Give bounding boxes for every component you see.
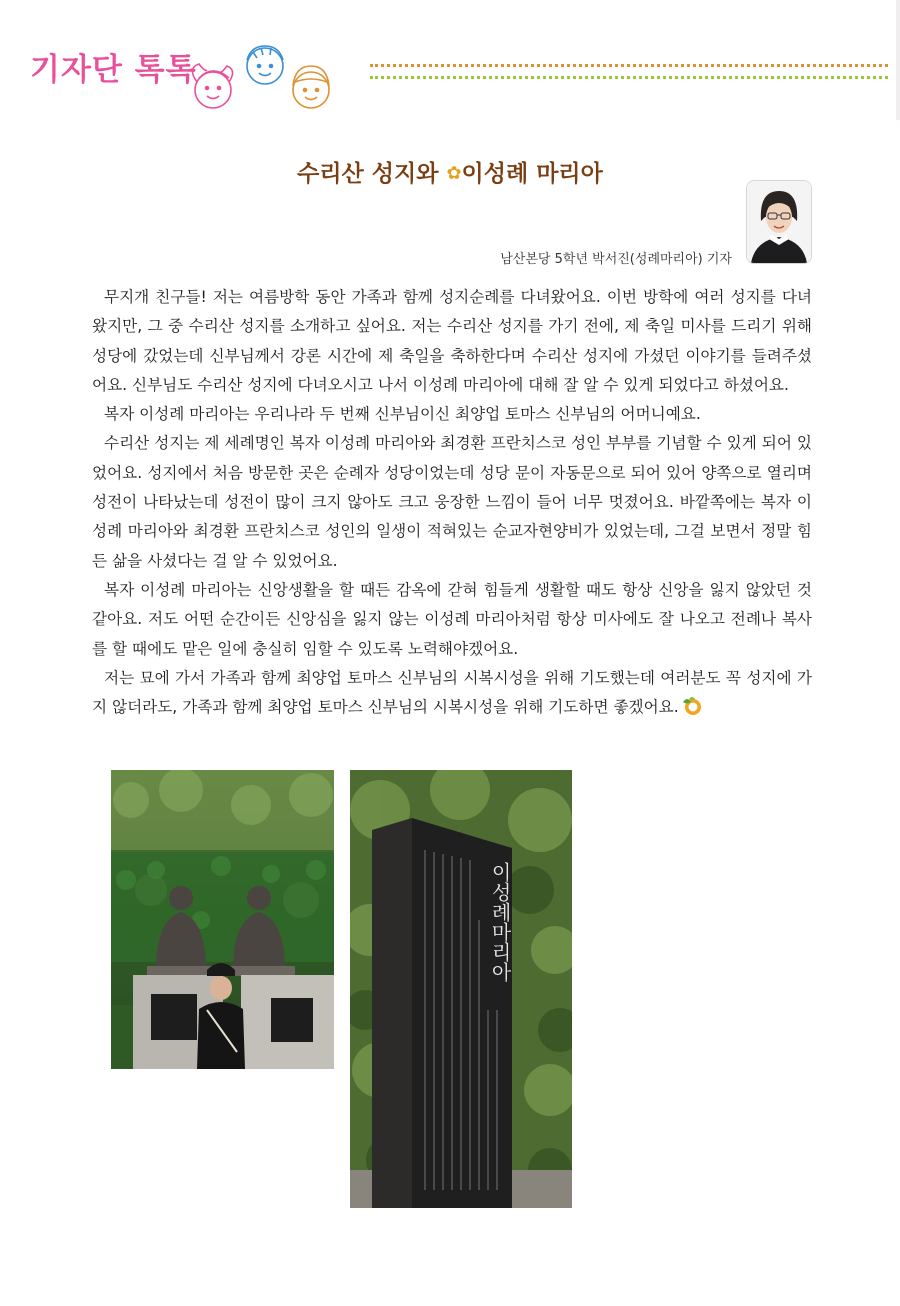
page-edge-marker (896, 0, 900, 120)
flower-icon: ✿ (446, 163, 462, 184)
paragraph: 복자 이성례 마리아는 신앙생활을 할 때든 감옥에 갇혀 힘들게 생활할 때도 항상 신앙을 잃지 않았던 것 같아요. 저도 어떤 순간이든 신앙심을 잃지 않는 이성례 마리아처럼 항상 미사에도 잘 나오고 전례나 복사를 할 때에도 맡은 일에 충실히 임할 수 있도록 노력해야겠어요. (92, 580, 812, 658)
paragraph: 무지개 친구들! 저는 여름방학 동안 가족과 함께 성지순례를 다녀왔어요. 이번 방학에 여러 성지를 다녀왔지만, 그 중 수리산 성지를 소개하고 싶어요. 저는 수리산 성지를 가기 전에, 제 축일 미사를 드리기 위해 성당에 갔었는데 신부님께서 강론 시간에 제 축일을 축하한다며 수리산 성지에 가셨던 이야기를 들려주셨어요. 신부님도 수리산 성지에 다녀오시고 나서 이성례 마리아에 대해 잘 알 수 있게 되었다고 하셨어요. (92, 288, 812, 394)
paragraph-text: 저는 묘에 가서 가족과 함께 최양업 토마스 신부님의 시복시성을 위해 기도했는데 여러분도 꼭 성지에 가지 않더라도, 가족과 함께 최양업 토마스 신부님의 시복시성을 위해 기도하면 좋겠어요. (92, 668, 812, 717)
dotted-divider-orange (370, 64, 888, 67)
dotted-divider-green (370, 76, 888, 79)
paragraph: 수리산 성지는 제 세례명인 복자 이성례 마리아와 최경환 프란치스코 성인 부부를 기념할 수 있게 되어 있었어요. 성지에서 처음 방문한 곳은 순례자 성당이었는데 성당 문이 자동문으로 되어 있어 양쪽으로 열리며 성전이 나타났는데 성전이 많이 크지 않아도 크고 웅장한 느낌이 들어 너무 멋졌어요. 바깥쪽에는 복자 이성례 마리아와 최경환 프란치스코 성인의 일생이 적혀있는 순교자현양비가 있었는데, 그걸 보면서 정말 힘든 삶을 사셨다는 걸 알 수 있었어요. (92, 434, 812, 570)
article-title-part2: 이성례 마리아 (461, 161, 603, 187)
kids-faces-illustration (183, 42, 351, 112)
article-body (92, 283, 812, 722)
photo-monument (350, 770, 572, 1208)
section-title: 기자단 톡톡 (30, 52, 197, 88)
reporter-portrait (746, 180, 812, 264)
photo-statues (111, 770, 334, 1069)
monument-inscription: 이성례마리아 (488, 862, 512, 982)
paragraph: 복자 이성례 마리아는 우리나라 두 번째 신부님이신 최양업 토마스 신부님의 어머니예요. (104, 405, 701, 424)
article-title-part1: 수리산 성지와 (297, 161, 447, 187)
paragraph-last (92, 664, 812, 723)
end-mark-icon (681, 696, 703, 716)
byline: 남산본당 5학년 박서진(성례마리아) 기자 (500, 252, 732, 267)
